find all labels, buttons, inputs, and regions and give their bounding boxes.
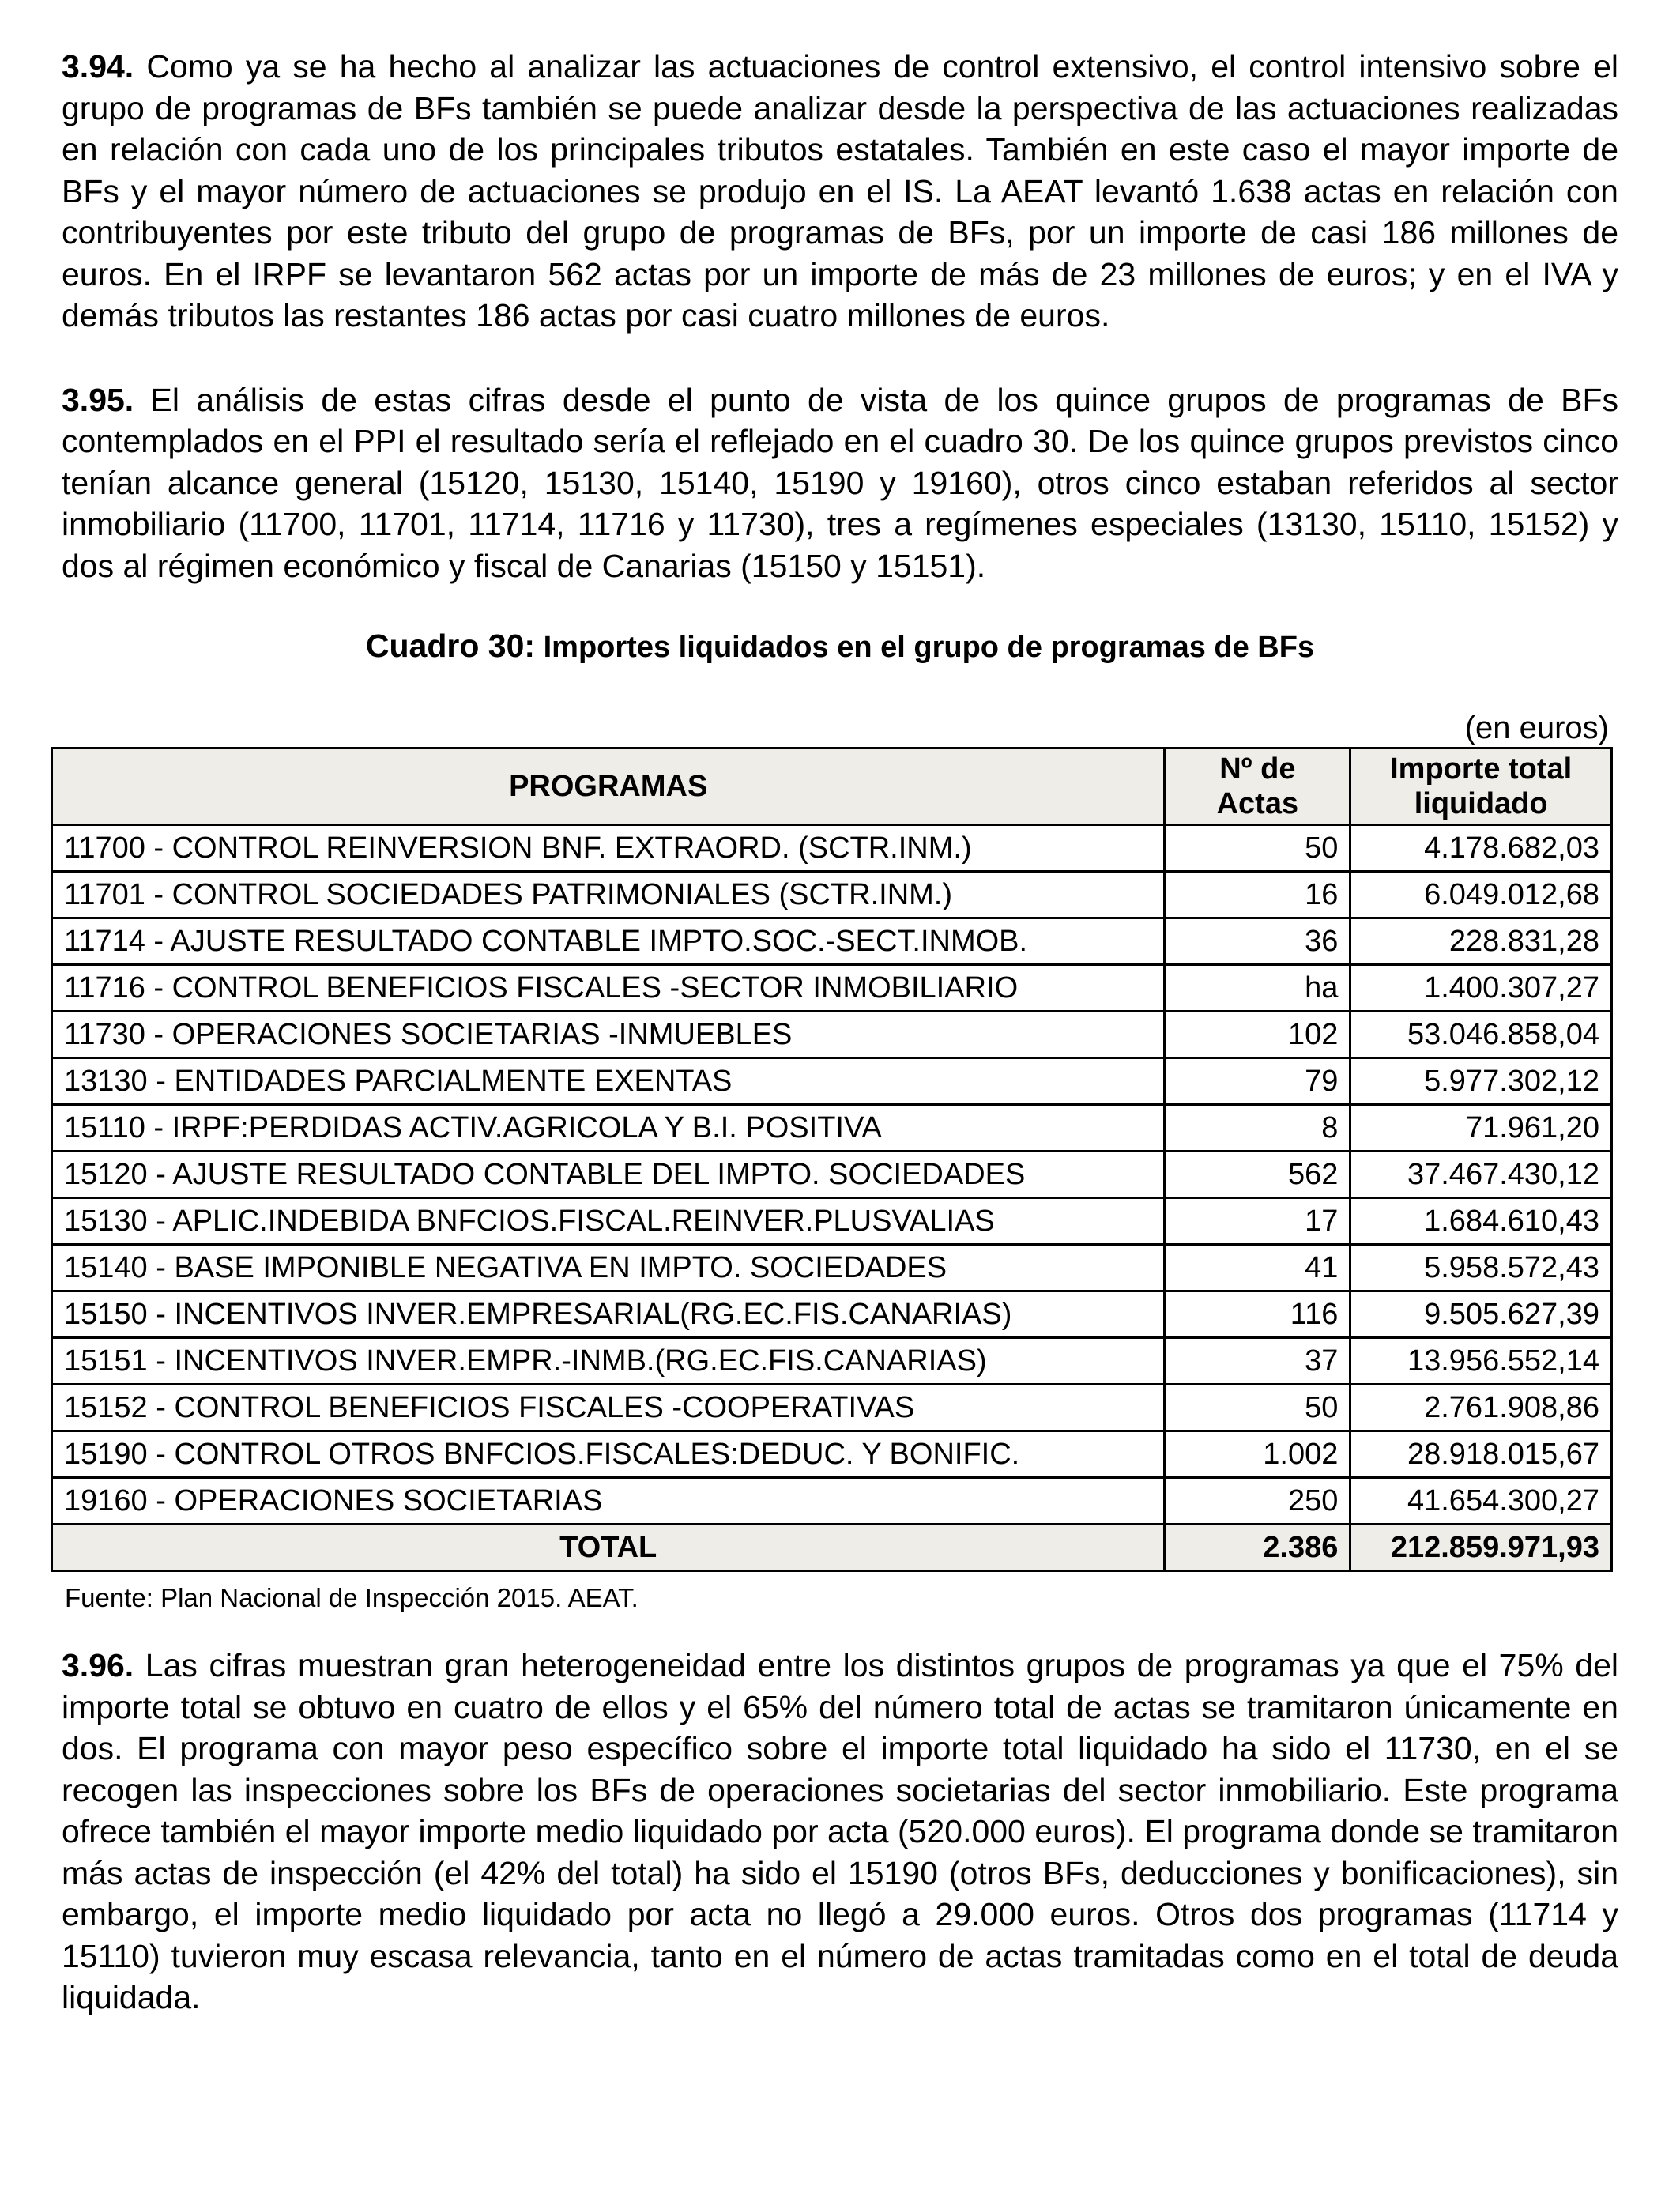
header-n-actas	[1165, 748, 1350, 825]
header-programas: PROGRAMAS	[52, 748, 1165, 825]
total-label: TOTAL	[52, 1525, 1165, 1571]
cell-programa: 11701 - CONTROL SOCIEDADES PATRIMONIALES (SCTR.INM.)	[52, 872, 1165, 918]
cell-programa: 15152 - CONTROL BENEFICIOS FISCALES -COOPERATIVAS	[52, 1385, 1165, 1431]
cell-programa: 15120 - AJUSTE RESULTADO CONTABLE DEL IMPTO. SOCIEDADES	[52, 1152, 1165, 1198]
cell-programa: 15150 - INCENTIVOS INVER.EMPRESARIAL(RG.EC.FIS.CANARIAS)	[52, 1291, 1165, 1338]
cell-actas: 1.002	[1165, 1431, 1350, 1478]
cell-importe: 37.467.430,12	[1350, 1152, 1612, 1198]
table-row	[52, 1245, 1612, 1291]
cell-importe: 1.684.610,43	[1350, 1198, 1612, 1245]
paragraph-text: El análisis de estas cifras desde el punto de vista de los quince grupos de programas de BFs contemplados en el PPI el resultado sería el reflejado en el cuadro 30. De los quince grupos previstos cinco tenían alcance general (15120, 15130, 15140, 15190 y 19160), otros cinco estaban referidos al sector inmobiliario (11700, 11701, 11714, 11716 y 11730), tres a regímenes especiales (13130, 15110, 15152) y dos al régimen económico y fiscal de Canarias (15150 y 15151).	[62, 381, 1618, 584]
cell-programa: 15190 - CONTROL OTROS BNFCIOS.FISCALES:DEDUC. Y BONIFIC.	[52, 1431, 1165, 1478]
table-row	[52, 1198, 1612, 1245]
table-row	[52, 918, 1612, 965]
cell-importe: 13.956.552,14	[1350, 1338, 1612, 1385]
cell-programa: 15151 - INCENTIVOS INVER.EMPR.-INMB.(RG.EC.FIS.CANARIAS)	[52, 1338, 1165, 1385]
header-importe-line2: liquidado	[1414, 787, 1548, 820]
table-row	[52, 825, 1612, 872]
table-row	[52, 965, 1612, 1012]
cell-actas: ha	[1165, 965, 1350, 1012]
table-row	[52, 1431, 1612, 1478]
cell-actas: 250	[1165, 1478, 1350, 1525]
paragraph-3-96	[62, 1645, 1618, 2019]
table-row	[52, 1478, 1612, 1525]
programs-table	[51, 747, 1613, 1572]
cell-importe: 6.049.012,68	[1350, 872, 1612, 918]
table-total-row	[52, 1525, 1612, 1571]
paragraph-number: 3.96.	[62, 1647, 134, 1683]
table-row	[52, 1012, 1612, 1058]
cell-importe: 71.961,20	[1350, 1105, 1612, 1152]
cell-importe: 5.958.572,43	[1350, 1245, 1612, 1291]
cell-actas: 8	[1165, 1105, 1350, 1152]
cell-programa: 15110 - IRPF:PERDIDAS ACTIV.AGRICOLA Y B.I. POSITIVA	[52, 1105, 1165, 1152]
cell-actas: 36	[1165, 918, 1350, 965]
paragraph-3-94	[62, 46, 1618, 337]
header-n-actas-line1: Nº de	[1219, 752, 1296, 786]
cell-actas: 37	[1165, 1338, 1350, 1385]
table-row	[52, 1385, 1612, 1431]
cell-actas: 79	[1165, 1058, 1350, 1105]
cell-importe: 53.046.858,04	[1350, 1012, 1612, 1058]
paragraph-number: 3.94.	[62, 48, 134, 85]
cell-actas: 41	[1165, 1245, 1350, 1291]
table-row	[52, 1338, 1612, 1385]
cell-importe: 228.831,28	[1350, 918, 1612, 965]
table-caption	[62, 628, 1618, 665]
cell-actas: 116	[1165, 1291, 1350, 1338]
cell-importe: 4.178.682,03	[1350, 825, 1612, 872]
cell-programa: 11714 - AJUSTE RESULTADO CONTABLE IMPTO.SOC.-SECT.INMOB.	[52, 918, 1165, 965]
table-row	[52, 1058, 1612, 1105]
cell-programa: 11700 - CONTROL REINVERSION BNF. EXTRAORD. (SCTR.INM.)	[52, 825, 1165, 872]
cell-programa: 13130 - ENTIDADES PARCIALMENTE EXENTAS	[52, 1058, 1165, 1105]
paragraph-number: 3.95.	[62, 381, 134, 418]
cell-importe: 2.761.908,86	[1350, 1385, 1612, 1431]
cell-programa: 15140 - BASE IMPONIBLE NEGATIVA EN IMPTO. SOCIEDADES	[52, 1245, 1165, 1291]
table-row	[52, 1105, 1612, 1152]
paragraph-text: Las cifras muestran gran heterogeneidad entre los distintos grupos de programas ya que el 75% del importe total se obtuvo en cuatro de ellos y el 65% del número total de actas se tramitaron únicamente en dos. El programa con mayor peso específico sobre el importe total liquidado ha sido el 11730, en el se recogen las inspecciones sobre los BFs de operaciones societarias del sector inmobiliario. Este programa ofrece también el mayor importe medio liquidado por acta (520.000 euros). El programa donde se tramitaron más actas de inspección (el 42% del total) ha sido el 15190 (otros BFs, deducciones y bonificaciones), sin embargo, el importe medio liquidado por acta no llegó a 29.000 euros. Otros dos programas (11714 y 15110) tuvieron muy escasa relevancia, tanto en el número de actas tramitadas como en el total de deuda liquidada.	[62, 1647, 1618, 2015]
cell-importe: 5.977.302,12	[1350, 1058, 1612, 1105]
cell-programa: 19160 - OPERACIONES SOCIETARIAS	[52, 1478, 1165, 1525]
paragraph-3-95	[62, 379, 1618, 587]
header-importe	[1350, 748, 1612, 825]
cell-actas: 102	[1165, 1012, 1350, 1058]
cell-importe: 9.505.627,39	[1350, 1291, 1612, 1338]
table-header-row	[52, 748, 1612, 825]
cell-actas: 50	[1165, 825, 1350, 872]
table-caption-lead: Cuadro 30:	[365, 628, 536, 664]
table-row	[52, 1152, 1612, 1198]
table-row	[52, 872, 1612, 918]
total-importe: 212.859.971,93	[1350, 1525, 1612, 1571]
cell-programa: 11730 - OPERACIONES SOCIETARIAS -INMUEBLES	[52, 1012, 1165, 1058]
cell-programa: 15130 - APLIC.INDEBIDA BNFCIOS.FISCAL.REINVER.PLUSVALIAS	[52, 1198, 1165, 1245]
cell-actas: 562	[1165, 1152, 1350, 1198]
total-actas: 2.386	[1165, 1525, 1350, 1571]
cell-actas: 50	[1165, 1385, 1350, 1431]
header-importe-line1: Importe total	[1390, 752, 1573, 786]
table-caption-title: Importes liquidados en el grupo de programas de BFs	[535, 631, 1315, 664]
cell-importe: 28.918.015,67	[1350, 1431, 1612, 1478]
table-units: (en euros)	[1464, 711, 1609, 745]
table-row	[52, 1291, 1612, 1338]
cell-importe: 41.654.300,27	[1350, 1478, 1612, 1525]
cell-importe: 1.400.307,27	[1350, 965, 1612, 1012]
cell-actas: 17	[1165, 1198, 1350, 1245]
header-n-actas-line2: Actas	[1216, 787, 1299, 820]
cell-programa: 11716 - CONTROL BENEFICIOS FISCALES -SECTOR INMOBILIARIO	[52, 965, 1165, 1012]
paragraph-text: Como ya se ha hecho al analizar las actuaciones de control extensivo, el control intensivo sobre el grupo de programas de BFs también se puede analizar desde la perspectiva de las actuaciones realizadas en relación con cada uno de los principales tributos estatales. También en este caso el mayor importe de BFs y el mayor número de actuaciones se produjo en el IS. La AEAT levantó 1.638 actas en relación con contribuyentes por este tributo del grupo de programas de BFs, por un importe de casi 186 millones de euros. En el IRPF se levantaron 562 actas por un importe de más de 23 millones de euros; y en el IVA y demás tributos las restantes 186 actas por casi cuatro millones de euros.	[62, 48, 1618, 334]
cell-actas: 16	[1165, 872, 1350, 918]
table-source-note: Fuente: Plan Nacional de Inspección 2015. AEAT.	[65, 1583, 638, 1612]
